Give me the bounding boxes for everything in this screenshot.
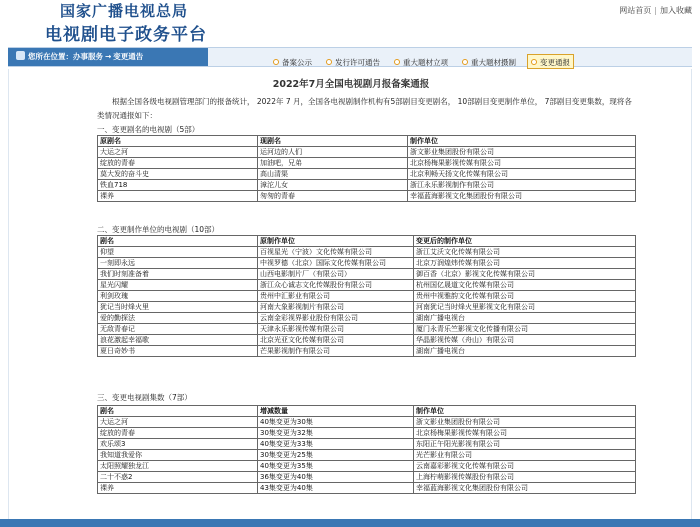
page-title: 2022年7月全国电视剧月报备案通报 bbox=[272, 79, 430, 90]
home-link[interactable]: 网站首页 bbox=[619, 6, 652, 15]
column-header: 制作单位 bbox=[414, 406, 636, 417]
table-row bbox=[98, 169, 636, 180]
section3-header-row bbox=[98, 406, 636, 417]
episode-change-table bbox=[97, 405, 636, 494]
tab-change-notice[interactable]: 变更通报 bbox=[527, 54, 574, 69]
table-row bbox=[98, 191, 636, 202]
table-row bbox=[98, 247, 636, 258]
table-cell: 加油吧，兄弟 bbox=[258, 158, 408, 169]
column-header: 原制作单位 bbox=[258, 236, 414, 247]
table-row bbox=[98, 291, 636, 302]
table-cell: 河南犹记当时烽火里影视文化有限公司 bbox=[414, 302, 636, 313]
table-cell: 匆匆的青春 bbox=[258, 191, 408, 202]
table-cell: 山西电影制片厂（有限公司） bbox=[258, 269, 414, 280]
table-cell: 湖南广播电视台 bbox=[414, 346, 636, 357]
table-cell: 浙江永乐影视制作有限公司 bbox=[408, 180, 636, 191]
table-row bbox=[98, 417, 636, 428]
table-cell: 贵州中汇影业有限公司 bbox=[258, 291, 414, 302]
table-cell: 二十不惑2 bbox=[98, 472, 258, 483]
bullet-icon bbox=[273, 59, 279, 65]
table-cell: 幸福蓝海影视文化集团股份有限公司 bbox=[414, 483, 636, 494]
table-cell: 光芒影业有限公司 bbox=[414, 450, 636, 461]
title-change-table bbox=[97, 135, 636, 202]
column-header: 剧名 bbox=[98, 406, 258, 417]
section1-header-row bbox=[98, 136, 636, 147]
table-cell: 裸养 bbox=[98, 483, 258, 494]
table-row bbox=[98, 461, 636, 472]
table-cell: 铁血718 bbox=[98, 180, 258, 191]
main-content bbox=[8, 69, 692, 521]
tab-major-project-approval[interactable]: 重大题材立项 bbox=[391, 55, 451, 70]
table-cell: 御百香（北京）影视文化传媒有限公司 bbox=[414, 269, 636, 280]
table-cell: 浪花激起幸福歌 bbox=[98, 335, 258, 346]
bullet-icon bbox=[462, 59, 468, 65]
table-cell: 绽放的青春 bbox=[98, 428, 258, 439]
table-row bbox=[98, 450, 636, 461]
table-cell: 43集变更为40集 bbox=[258, 483, 414, 494]
table-cell: 北京万润煌炜传媒有限公司 bbox=[414, 258, 636, 269]
table-row bbox=[98, 428, 636, 439]
table-cell: 杭州国亿晟道文化传媒有限公司 bbox=[414, 280, 636, 291]
table-row bbox=[98, 324, 636, 335]
table-cell: 芒果影视制作有限公司 bbox=[258, 346, 414, 357]
section2-heading: 二、变更制作单位的电视剧（10部） bbox=[97, 225, 220, 234]
table-row bbox=[98, 472, 636, 483]
platform-name[interactable]: 电视剧电子政务平台 bbox=[45, 25, 207, 45]
table-row bbox=[98, 313, 636, 324]
table-cell: 大运之河 bbox=[98, 147, 258, 158]
table-cell: 仰望 bbox=[98, 247, 258, 258]
table-cell: 漳沱儿女 bbox=[258, 180, 408, 191]
table-cell: 夏日奇妙书 bbox=[98, 346, 258, 357]
table-cell: 浙江艾沃文化传媒有限公司 bbox=[414, 247, 636, 258]
table-cell: 太阳照耀独龙江 bbox=[98, 461, 258, 472]
table-cell: 湖南广播电视台 bbox=[414, 313, 636, 324]
table-cell: 浙文影业集团股份有限公司 bbox=[408, 147, 636, 158]
nav-bar bbox=[8, 47, 692, 67]
table-cell: 我们时刻准备着 bbox=[98, 269, 258, 280]
table-cell: 欢乐颂3 bbox=[98, 439, 258, 450]
table-row bbox=[98, 335, 636, 346]
table-row bbox=[98, 439, 636, 450]
table-cell: 北京利畅天扬文化传媒有限公司 bbox=[408, 169, 636, 180]
table-row bbox=[98, 147, 636, 158]
tab-filing-notice[interactable]: 备案公示 bbox=[270, 55, 315, 70]
location-label: 您所在位置： bbox=[28, 52, 73, 61]
table-cell: 幸福蓝海影视文化集团股份有限公司 bbox=[408, 191, 636, 202]
table-cell: 北京杨梅果影视传媒有限公司 bbox=[408, 158, 636, 169]
column-header: 增减数量 bbox=[258, 406, 414, 417]
bullet-icon bbox=[326, 59, 332, 65]
table-cell: 东阳正午阳光影视有限公司 bbox=[414, 439, 636, 450]
table-cell: 莫大发的奋斗史 bbox=[98, 169, 258, 180]
column-header: 变更后的制作单位 bbox=[414, 236, 636, 247]
table-cell: 中视罗德（北京）国际文化传媒有限公司 bbox=[258, 258, 414, 269]
section1-heading: 一、变更剧名的电视剧（5部） bbox=[97, 125, 200, 134]
table-cell: 30集变更为25集 bbox=[258, 450, 414, 461]
table-cell: 北京光亚文化传媒有限公司 bbox=[258, 335, 414, 346]
table-cell: 绽放的青春 bbox=[98, 158, 258, 169]
bullet-icon bbox=[394, 59, 400, 65]
column-header: 原剧名 bbox=[98, 136, 258, 147]
location-icon bbox=[16, 51, 25, 60]
breadcrumb: 您所在位置：办事服务 → 变更通告 bbox=[8, 48, 208, 66]
footer-bar bbox=[0, 519, 700, 527]
table-cell: 北京杨梅果影视传媒有限公司 bbox=[414, 428, 636, 439]
table-row bbox=[98, 280, 636, 291]
table-cell: 云南嘉彩影视文化传媒有限公司 bbox=[414, 461, 636, 472]
table-row bbox=[98, 269, 636, 280]
tab-major-project-shooting[interactable]: 重大题材摄制 bbox=[459, 55, 519, 70]
bullet-icon bbox=[531, 59, 537, 65]
table-cell: 云南金彩视界影业股份有限公司 bbox=[258, 313, 414, 324]
column-header: 剧名 bbox=[98, 236, 258, 247]
table-row bbox=[98, 158, 636, 169]
table-cell: 40集变更为35集 bbox=[258, 461, 414, 472]
section3-heading: 三、变更电视剧集数（7部） bbox=[97, 393, 192, 402]
table-cell: 百视星光（宁波）文化传媒有限公司 bbox=[258, 247, 414, 258]
table-cell: 浙文影业集团股份有限公司 bbox=[414, 417, 636, 428]
intro-paragraph: 根据全国各级电视剧管理部门的报备统计， 2022年 7 月，全国各电视剧制作机构有5部剧目变更剧名， 10部剧目变更制作单位， 7部剧目变更集数，现将各类情况通报如下： bbox=[97, 97, 632, 120]
org-name[interactable]: 国家广播电视总局 bbox=[60, 2, 189, 20]
table-cell: 利剑玫瑰 bbox=[98, 291, 258, 302]
table-cell: 爱的勤探法 bbox=[98, 313, 258, 324]
table-row bbox=[98, 346, 636, 357]
table-row bbox=[98, 180, 636, 191]
table-cell: 一刻即永远 bbox=[98, 258, 258, 269]
crumb-service[interactable]: 办事服务 bbox=[73, 52, 103, 61]
crumb-change-notice[interactable]: 变更通告 bbox=[113, 52, 144, 61]
site-header bbox=[0, 0, 700, 44]
category-tabs bbox=[270, 50, 582, 65]
table-cell: 厦门永青乐竺影视文化传播有限公司 bbox=[414, 324, 636, 335]
producer-change-table bbox=[97, 235, 636, 357]
table-row bbox=[98, 302, 636, 313]
table-row bbox=[98, 258, 636, 269]
table-cell: 贵州中视雅韵文化传媒有限公司 bbox=[414, 291, 636, 302]
table-cell: 犹记当时烽火里 bbox=[98, 302, 258, 313]
table-cell: 高山清渠 bbox=[258, 169, 408, 180]
table-cell: 无敌青春记 bbox=[98, 324, 258, 335]
table-cell: 40集变更为33集 bbox=[258, 439, 414, 450]
table-cell: 浙江众心诚志文化传媒股份有限公司 bbox=[258, 280, 414, 291]
table-cell: 30集变更为32集 bbox=[258, 428, 414, 439]
table-cell: 36集变更为40集 bbox=[258, 472, 414, 483]
table-cell: 星光闪耀 bbox=[98, 280, 258, 291]
column-header: 制作单位 bbox=[408, 136, 636, 147]
add-favorite-link[interactable]: 加入收藏 bbox=[660, 6, 692, 15]
table-cell: 天津永乐影视传媒有限公司 bbox=[258, 324, 414, 335]
table-cell: 上海柠萌影视传媒股份有限公司 bbox=[414, 472, 636, 483]
tab-distribution-license[interactable]: 发行许可通告 bbox=[323, 55, 383, 70]
table-cell: 运河边的人们 bbox=[258, 147, 408, 158]
table-cell: 40集变更为30集 bbox=[258, 417, 414, 428]
table-cell: 大运之河 bbox=[98, 417, 258, 428]
section2-header-row bbox=[98, 236, 636, 247]
table-cell: 华晶影视传媒（舟山）有限公司 bbox=[414, 335, 636, 346]
table-cell: 我知道我爱你 bbox=[98, 450, 258, 461]
column-header: 现剧名 bbox=[258, 136, 408, 147]
table-cell: 河南大象影视制片有限公司 bbox=[258, 302, 414, 313]
table-cell: 裸养 bbox=[98, 191, 258, 202]
table-row bbox=[98, 483, 636, 494]
header-links: 网站首页 | 加入收藏 bbox=[619, 6, 692, 15]
